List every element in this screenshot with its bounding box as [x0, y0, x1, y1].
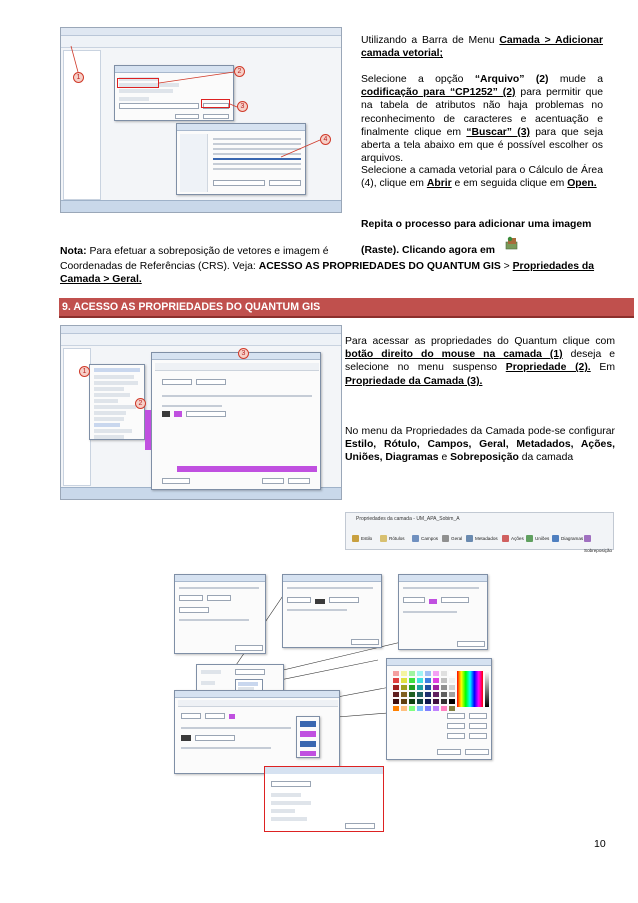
color-picker-dialog	[386, 658, 492, 760]
page-number: 10	[594, 838, 606, 850]
style-dialog-3	[398, 574, 488, 650]
highlight-style-options	[264, 766, 384, 832]
style-dialog-1	[174, 574, 266, 654]
instruction-select-file: Selecione a opção “Arquivo” (2) mude a codificação para “CP1252” (2) para permitir que na tabela de atributos não haja problemas no reconhecimento de caracteres e acentuação e finalmente clique em “Buscar” (3) para que seja aberta a tela abaixo em que é possível escolher os arquivos.	[361, 74, 604, 165]
props-window-title: Propriedades da camada - UM_APA_Sobim_A	[356, 516, 460, 522]
note-text-line1: Nota: Para efetuar a sobreposição de vetores e imagem é	[60, 246, 329, 257]
dropdown-panel	[196, 664, 284, 692]
tab-geral[interactable]: Geral	[442, 533, 462, 545]
section-heading: 9. ACESSO AS PROPRIEDADES DO QUANTUM GIS	[59, 298, 634, 318]
callout-3: 3	[237, 101, 248, 112]
color-dropdown	[296, 716, 320, 758]
color-spectrum	[457, 671, 483, 707]
instruction-properties-menu: No menu da Propriedades da Camada pode-se configurar Estilo, Rótulo, Campos, Geral, Metadados, Ações, Uniões, Diagramas e Sobreposição da camada	[345, 426, 615, 464]
callout-2-props: 2	[135, 398, 146, 409]
callout-1-props: 1	[79, 366, 90, 377]
tab-sobreposicao[interactable]: Sobreposição	[584, 533, 613, 545]
instruction-select-layer: Selecione a camada vetorial para o Cálculo de Área (4), clique em Abrir e em seguida clique em Open.	[361, 165, 603, 190]
tab-estilo[interactable]: Estilo	[352, 533, 372, 545]
color-palette	[393, 671, 455, 711]
style-dialog-2	[282, 574, 382, 648]
callout-2: 2	[234, 66, 245, 77]
instruction-raster: Repita o processo para adicionar uma imagem	[361, 219, 592, 230]
callout-4: 4	[320, 134, 331, 145]
note-text-line2: Coordenadas de Referências (CRS). Veja: ACESSO AS PROPRIEDADES DO QUANTUM GIS > Propriedades da Camada > Geral.	[60, 261, 595, 286]
tab-rotulos[interactable]: Rótulos	[380, 533, 405, 545]
tab-campos[interactable]: Campos	[412, 533, 438, 545]
tab-acoes[interactable]: Ações	[502, 533, 524, 545]
instruction-raster-2: (Raste). Clicando agora em	[361, 245, 495, 256]
tab-unioes[interactable]: Uniões	[526, 533, 549, 545]
instruction-add-layer: Utilizando a Barra de Menu Camada > Adicionar camada vetorial;	[361, 35, 603, 60]
callout-3-props: 3	[238, 348, 249, 359]
callout-1: 1	[73, 72, 84, 83]
tab-metadados[interactable]: Metadados	[466, 533, 498, 545]
tab-diagramas[interactable]: Diagramas	[552, 533, 583, 545]
instruction-open-properties: Para acessar as propriedades do Quantum clique com botão direito do mouse na camada (1) deseja e selecione no menu suspenso Propriedade (2). Em Propriedade da Camada (3).	[345, 336, 616, 387]
